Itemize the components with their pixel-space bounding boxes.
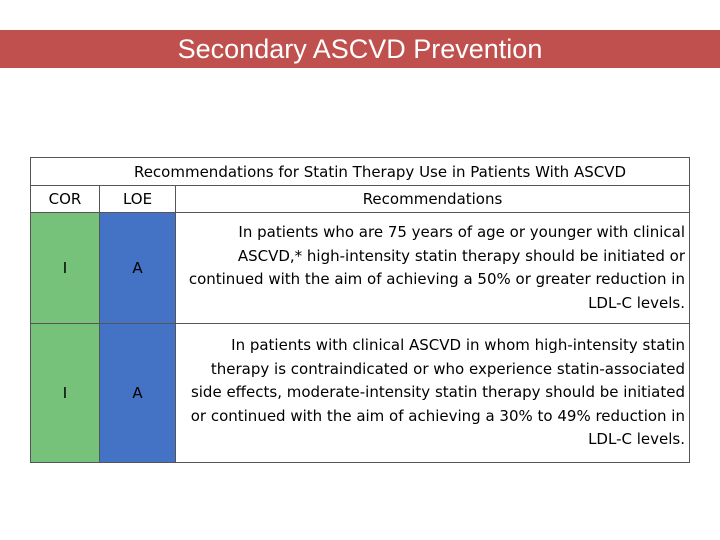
row-1-loe: A	[100, 213, 176, 324]
slide-title: Secondary ASCVD Prevention	[177, 34, 543, 64]
slide-title-bar	[0, 30, 720, 68]
row-2-recommendation: In patients with clinical ASCVD in whom high-intensity statin therapy is contraindicated or who experience statin-associated side effects, moderate-intensity statin therapy should be initiated or continued with the aim of achieving a 30% to 49% reduction in LDL-C levels.	[176, 324, 690, 463]
row-2-cor: I	[31, 324, 100, 463]
statin-recommendations-table	[30, 157, 690, 463]
row-2-loe: A	[100, 324, 176, 463]
table-caption-row	[31, 158, 690, 186]
row-1-cor: I	[31, 213, 100, 324]
header-recommendations: Recommendations	[176, 186, 690, 213]
table-row	[31, 324, 690, 463]
header-cor: COR	[31, 186, 100, 213]
row-1-recommendation: In patients who are 75 years of age or younger with clinical ASCVD,* high-intensity statin therapy should be initiated or continued with the aim of achieving a 50% or greater reduction in LDL-C levels.	[176, 213, 690, 324]
table-header-row	[31, 186, 690, 213]
header-loe: LOE	[100, 186, 176, 213]
table-row	[31, 213, 690, 324]
table-caption: Recommendations for Statin Therapy Use in Patients With ASCVD	[31, 158, 690, 186]
